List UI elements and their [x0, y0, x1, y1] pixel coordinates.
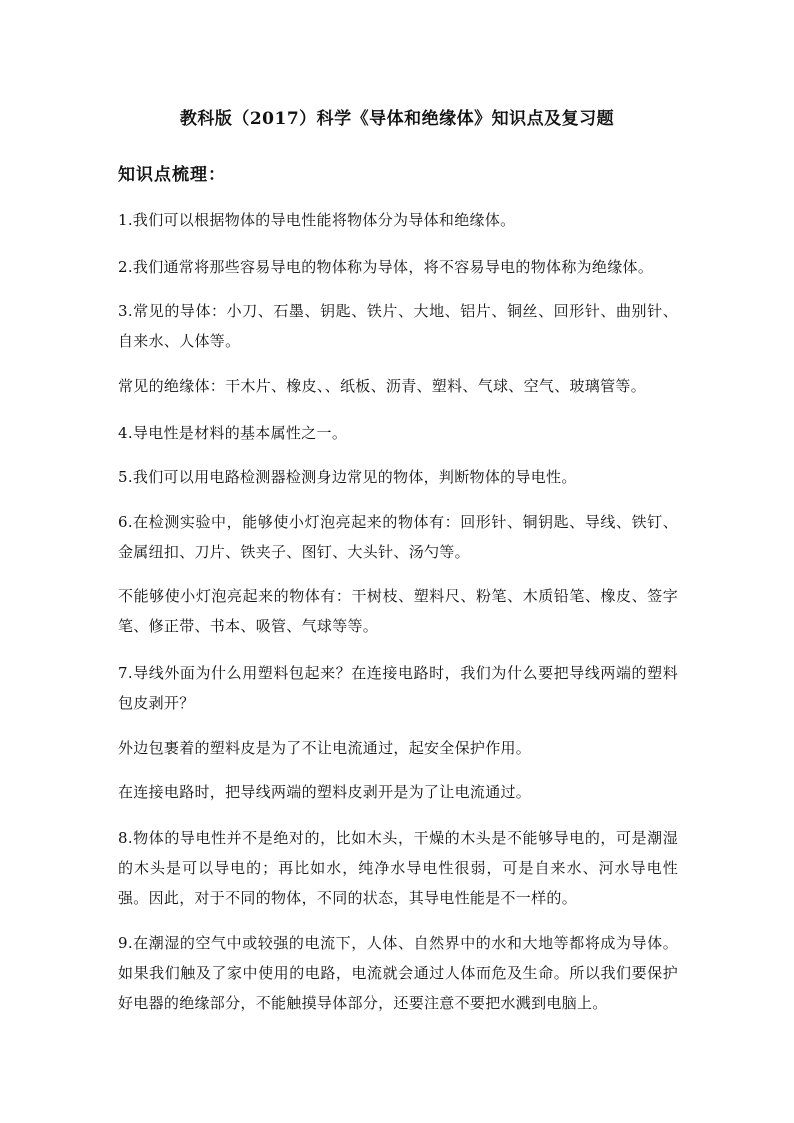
paragraph-4: 4.导电性是材料的基本属性之一。 — [118, 424, 348, 442]
paragraph-7-answer-1: 外边包裹着的塑料皮是为了不让电流通过，起安全保护作用。 — [118, 739, 532, 757]
paragraph-5: 5.我们可以用电路检测器检测身边常见的物体，判断物体的导电性。 — [118, 468, 577, 486]
paragraph-1: 1.我们可以根据物体的导电性能将物体分为导体和绝缘体。 — [118, 211, 516, 229]
document-title: 教科版（2017）科学《导体和绝缘体》知识点及复习题 — [179, 109, 615, 129]
paragraph-3-insulators: 常见的绝缘体：干木片、橡皮、、纸板、沥青、塑料、气球、空气、玻璃管等。 — [118, 377, 647, 395]
paragraph-6: 6.在检测实验中，能够使小灯泡亮起来的物体有：回形针、铜钥匙、导线、铁钉、金属纽扣、刀片、铁夹子、图钉、大头针、汤勺等。 — [118, 513, 678, 561]
paragraph-3: 3.常见的导体：小刀、石墨、钥匙、铁片、大地、铝片、铜丝、回形针、曲别针、自来水、人体等。 — [118, 302, 678, 350]
paragraph-6-nonconductors: 不能够使小灯泡亮起来的物体有：干树枝、塑料尺、粉笔、木质铅笔、橡皮、签字笔、修正带、书本、吸管、气球等等。 — [118, 587, 678, 635]
paragraph-7-answer-2: 在连接电路时，把导线两端的塑料皮剥开是为了让电流通过。 — [118, 783, 532, 801]
paragraph-8: 8.物体的导电性并不是绝对的，比如木头，干燥的木头是不能够导电的，可是潮湿的木头是可以导电的；再比如水，纯净水导电性很弱，可是自来水、河水导电性强。因此，对于不同的物体，不同的状态，其导电性能是不一样的。 — [118, 829, 678, 907]
paragraph-2: 2.我们通常将那些容易导电的物体称为导体，将不容易导电的物体称为绝缘体。 — [118, 258, 654, 276]
paragraph-9: 9.在潮湿的空气中或较强的电流下，人体、自然界中的水和大地等都将成为导体。如果我们触及了家中使用的电路，电流就会通过人体而危及生命。所以我们要保护好电器的绝缘部分，不能触摸导体部分，还要注意不要把水溅到电脑上。 — [118, 934, 678, 1012]
paragraph-7: 7.导线外面为什么用塑料包起来？在连接电路时，我们为什么要把导线两端的塑料包皮剥开？ — [118, 664, 678, 712]
section-heading: 知识点梳理： — [118, 165, 226, 185]
